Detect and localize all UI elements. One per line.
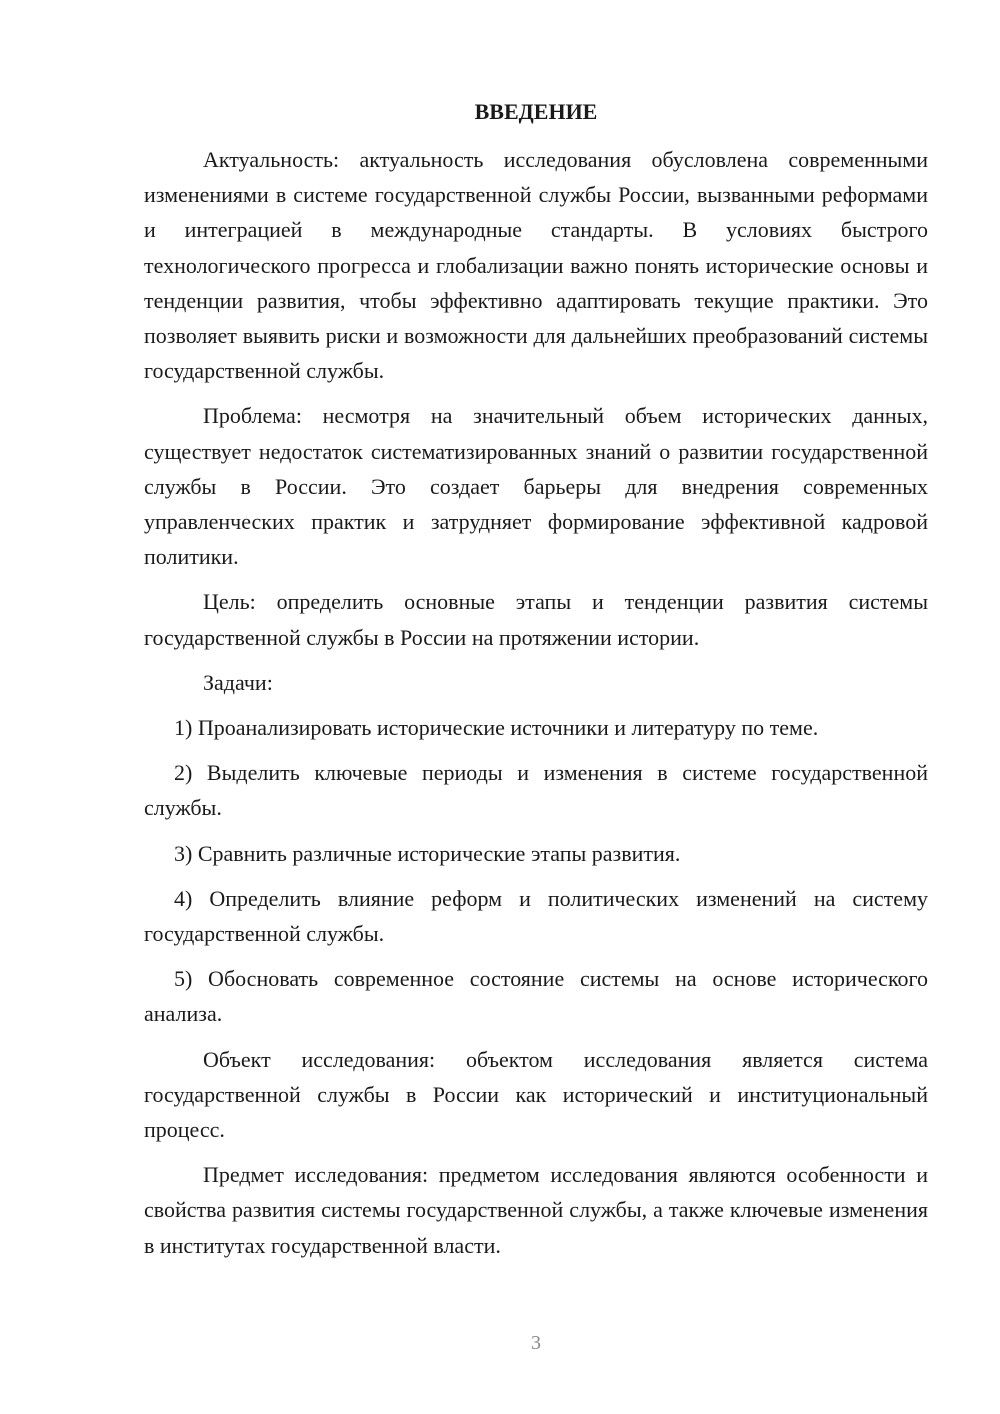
paragraph-object: Объект исследования: объектом исследования является система государственной службы в России как исторический и институциональный процесс.: [144, 1046, 928, 1143]
paragraph-tasks-heading: Задачи:: [203, 669, 273, 695]
paragraph-subject: Предмет исследования: предметом исследования являются особенности и свойства развития системы государственной службы, а также ключевые изменения в институтах государственной власти.: [144, 1162, 928, 1258]
task-item-2: 2) Выделить ключевые периоды и изменения в системе государственной службы.: [144, 760, 928, 821]
page-number: 3: [531, 1332, 541, 1354]
task-item-1: 1) Проанализировать исторические источники и литературу по теме.: [174, 715, 819, 741]
task-item-4: 4) Определить влияние реформ и политических изменений на систему государственной службы.: [144, 885, 928, 947]
task-item-3: 3) Сравнить различные исторические этапы развития.: [174, 840, 681, 866]
section-title: ВВЕДЕНИЕ: [474, 99, 598, 124]
paragraph-goal: Цель: определить основные этапы и тенденции развития системы государственной службы в России на протяжении истории.: [144, 589, 928, 650]
document-body: [144, 142, 928, 1273]
paragraph-problem: Проблема: несмотря на значительный объем исторических данных, существует недостаток систематизированных знаний о развитии государственной службы в России. Это создает барьеры для внедрения современных управленческих практик и затрудняет формирование эффективной кадровой политики.: [144, 403, 928, 570]
task-item-5: 5) Обосновать современное состояние системы на основе исторического анализа.: [144, 966, 928, 1027]
paragraph-relevance: Актуальность: актуальность исследования обусловлена современными изменениями в системе государственной службы России, вызванными реформами и интеграцией в международные стандарты. В условиях быстрого технологического прогресса и глобализации важно понять исторические основы и тенденции развития, чтобы эффективно адаптировать текущие практики. Это позволяет выявить риски и возможности для дальнейших преобразований системы государственной службы.: [144, 147, 928, 384]
